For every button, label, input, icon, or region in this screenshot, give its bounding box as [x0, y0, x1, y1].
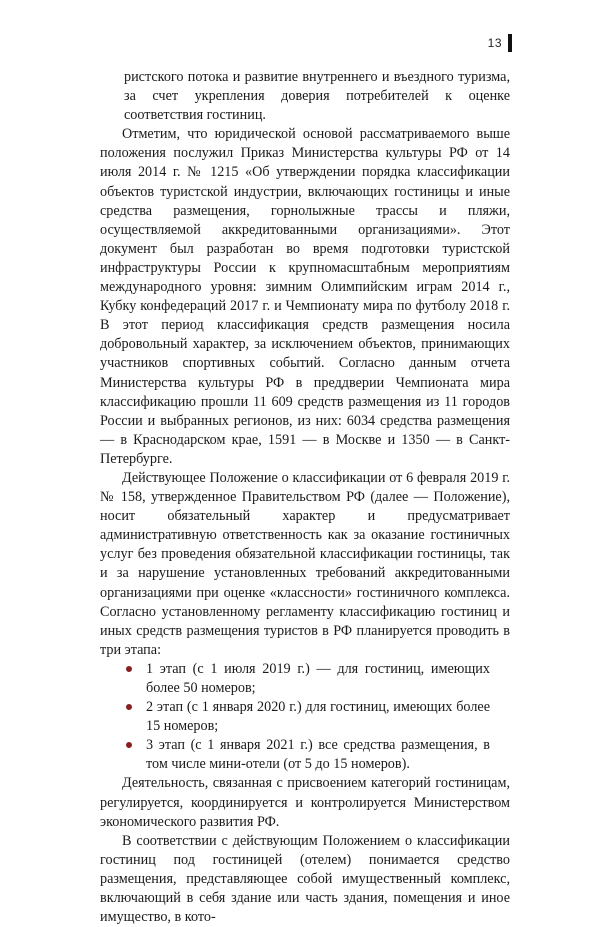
body-text: [100, 68, 510, 927]
bullet-icon: [126, 666, 132, 672]
paragraph-regulator: Деятельность, связанная с присвоением категорий гостиницам, регулируется, координируется и контролируется Министерством экономического развития РФ.: [100, 775, 510, 830]
list-item-text: 2 этап (с 1 января 2020 г.) для гостиниц, имеющих более 15 номеров;: [146, 699, 490, 735]
list-item: [100, 736, 510, 774]
page-header: [488, 34, 512, 52]
list-item: [100, 698, 510, 736]
paragraph-continuation: ристского потока и развитие внутреннего и въездного туризма, за счет укрепления доверия потребителей к оценке соответствия гостиниц.: [124, 69, 510, 124]
paragraph-current-regulation: Действующее Положение о классификации от 6 февраля 2019 г. № 158, утвержденное Правительством РФ (далее — Положение), носит обязательный характер и предусматривает административную ответственность как за оказание гостиничных услуг без проведения обязательной классификации гостиницы, так и за нарушение установленных требований аккредитованными организациями при оценке «классности» гостиничного комплекса. Согласно установленному регламенту классификацию гостиниц и иных средств размещения туристов в РФ планируется проводить в три этапа:: [100, 469, 510, 658]
page-marker-bar: [508, 34, 512, 52]
list-item: [100, 660, 510, 698]
list-item-text: 3 этап (с 1 января 2021 г.) все средства размещения, в том числе мини-отели (от 5 до 15 номеров).: [146, 737, 490, 773]
classification-stages-list: [100, 660, 510, 775]
bullet-icon: [126, 704, 132, 710]
paragraph-legal-basis: Отметим, что юридической основой рассматриваемого выше положения послужил Приказ Министерства культуры РФ от 14 июля 2014 г. № 1215 «Об утверждении порядка классификации объектов туристской индустрии, включающих гостиницы и иные средства размещения, горнолыжные трассы и пляжи, осуществляемой аккредитованными организациями». Этот документ был разработан во время подготовки туристской инфраструктуры России к крупномасштабным мероприятиям международного уровня: зимним Олимпийским играм 2014 г., Кубку конфедераций 2017 г. и Чемпионату мира по футболу 2018 г. В этот период классификация средств размещения носила добровольный характер, за исключением объектов, принимающих участников спортивных событий. Согласно данным отчета Министерства культуры РФ в преддверии Чемпионата мира классификацию прошли 11 609 средств размещения из 11 городов России и выбранных регионов, из них: 6034 средства размещения — в Краснодарском крае, 1591 — в Москве и 1350 — в Санкт-Петербурге.: [100, 126, 510, 467]
paragraph-hotel-definition: В соответствии с действующим Положением о классификации гостиниц под гостиницей (отелем) понимается средство размещения, представляющее собой имущественный комплекс, включающий в себя здание или часть здания, помещения и иное имущество, в кото-: [100, 832, 510, 926]
list-item-text: 1 этап (с 1 июля 2019 г.) — для гостиниц, имеющих более 50 номеров;: [146, 660, 490, 696]
page-number: 13: [487, 36, 502, 50]
bullet-icon: [126, 742, 132, 748]
